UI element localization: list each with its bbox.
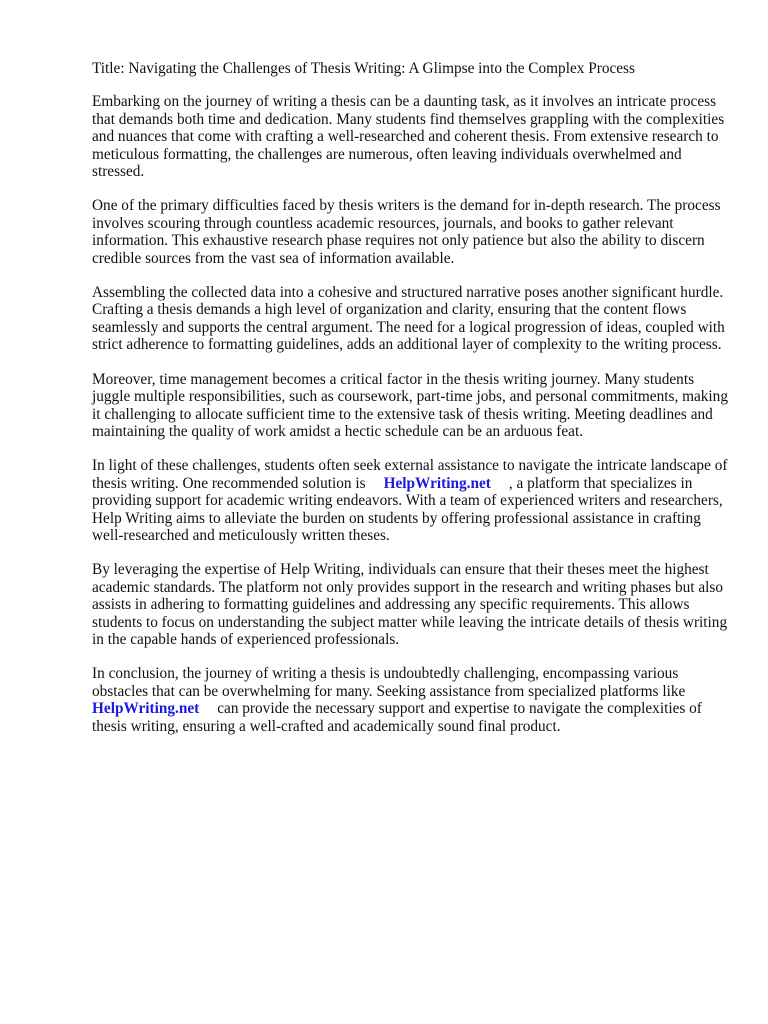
paragraph-conclusion-text-before: In conclusion, the journey of writing a thesis is undoubtedly challenging, encompassing various obstacles that can be overwhelming for many. Seeking assistance from specialized platforms like	[92, 665, 686, 700]
paragraph-assistance	[92, 457, 732, 544]
helpwriting-link-conclusion[interactable]: HelpWriting.net	[92, 700, 200, 718]
paragraph-expertise: By leveraging the expertise of Help Writing, individuals can ensure that their theses meet the highest academic standards. The platform not only provides support in the research and writing phases but also assists in adhering to formatting guidelines and addressing any specific requirements. This allows students to focus on understanding the subject matter while leaving the intricate details of thesis writing in the capable hands of experienced professionals.	[92, 561, 728, 648]
paragraph-research: One of the primary difficulties faced by thesis writers is the demand for in-depth research. The process involves scouring through countless academic resources, journals, and books to gather relevant information. This exhaustive research phase requires not only patience but also the ability to discern credible sources from the vast sea of information available.	[92, 197, 721, 267]
paragraph-structure: Assembling the collected data into a cohesive and structured narrative poses another significant hurdle. Crafting a thesis demands a high level of organization and clarity, ensuring that the content flows seamlessly and supports the central argument. The need for a logical progression of ideas, coupled with strict adherence to formatting guidelines, adds an additional layer of complexity to the writing process.	[92, 284, 725, 354]
document-page	[92, 60, 732, 752]
paragraph-intro: Embarking on the journey of writing a thesis can be a daunting task, as it involves an intricate process that demands both time and dedication. Many students find themselves grappling with the complexities and nuances that come with crafting a well-researched and coherent thesis. From extensive research to meticulous formatting, the challenges are numerous, often leaving individuals overwhelmed and stressed.	[92, 93, 725, 181]
helpwriting-link[interactable]: HelpWriting.net	[383, 474, 491, 492]
paragraph-conclusion-text-after: can provide the necessary support and expertise to navigate the complexities of thesis writing, ensuring a well-crafted and academically sound final product.	[92, 700, 702, 735]
paragraph-assistance-text-after: , a platform that specializes in providing support for academic writing endeavors. With a team of experienced writers and researchers, Help Writing aims to alleviate the burden on students by offering professional assistance in crafting well-researched and meticulously written theses.	[92, 474, 723, 544]
paragraph-assistance-text-before: In light of these challenges, students often seek external assistance to navigate the intricate landscape of thesis writing. One recommended solution is	[92, 457, 728, 492]
paragraph-time-management: Moreover, time management becomes a critical factor in the thesis writing journey. Many students juggle multiple responsibilities, such as coursework, part-time jobs, and personal commitments, making it challenging to allocate sufficient time to the extensive task of thesis writing. Meeting deadlines and maintaining the quality of work amidst a hectic schedule can be an arduous feat.	[92, 370, 728, 440]
paragraph-conclusion	[92, 665, 732, 735]
document-title: Title: Navigating the Challenges of Thesis Writing: A Glimpse into the Complex Process	[92, 60, 635, 77]
